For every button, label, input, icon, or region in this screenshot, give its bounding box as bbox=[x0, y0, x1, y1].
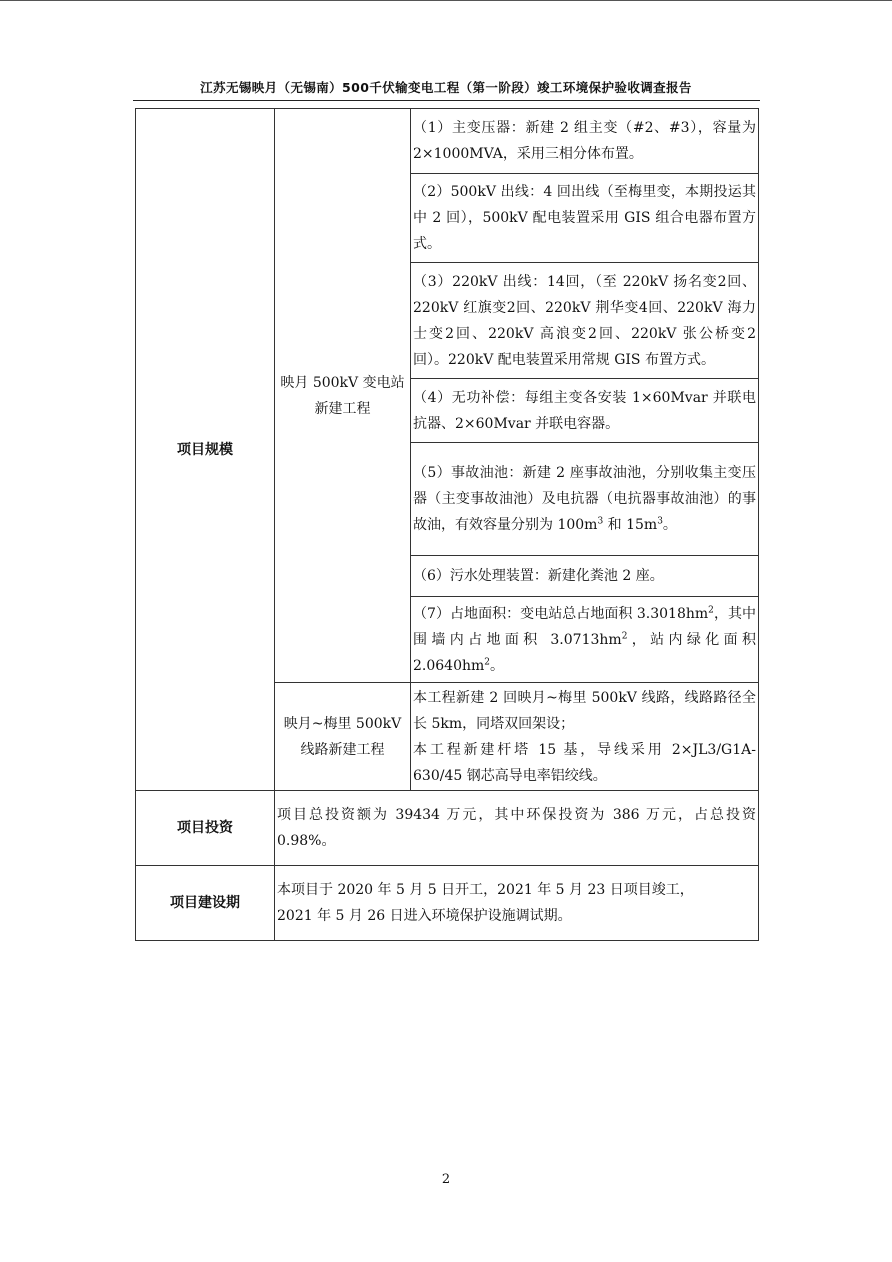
page-top-border bbox=[0, 0, 892, 1]
land-area-text-c: ，站内绿化面积 2.0640hm bbox=[413, 631, 757, 674]
report-header-title: 江苏无锡映月（无锡南）500千伏输变电工程（第一阶段）竣工环境保护验收调查报告 bbox=[200, 80, 692, 95]
table-row bbox=[136, 866, 759, 941]
page-number: 2 bbox=[441, 1172, 451, 1187]
substation-label-line2: 新建工程 bbox=[314, 400, 371, 417]
table-row bbox=[136, 109, 759, 174]
scale-item-reactive-compensation: （4）无功补偿：每组主变各安装 1×60Mvar 并联电抗器、2×60Mvar 并联电容器。 bbox=[411, 379, 759, 443]
scale-item-500kv-outlet: （2）500kV 出线：4 回出线（至梅里变，本期投运其中 2 回），500kV 配电装置采用 GIS 组合电器布置方式。 bbox=[411, 174, 759, 263]
construction-line2: 2021 年 5 月 26 日进入环境保护设施调试期。 bbox=[277, 908, 572, 924]
line-details-para1: 本工程新建 2 回映月~梅里 500kV 线路，线路路径全长 5km，同塔双回架设； bbox=[413, 689, 756, 732]
line-label-line2: 线路新建工程 bbox=[300, 741, 385, 758]
line-details-para2: 本工程新建杆塔 15 基，导线采用 2×JL3/G1A-630/45 钢芯高导电率铝绞线。 bbox=[413, 741, 756, 784]
substation-label-line1: 映月 500kV 变电站 bbox=[280, 374, 405, 391]
land-area-sup-c: 2 bbox=[484, 656, 491, 667]
scale-label: 项目规模 bbox=[136, 109, 275, 791]
table-row bbox=[136, 791, 759, 866]
oil-pit-text-b: 和 15m bbox=[603, 517, 658, 533]
land-area-text-a: （7）占地面积：变电站总占地面积 3.3018hm bbox=[413, 605, 709, 622]
investment-label: 项目投资 bbox=[136, 791, 275, 866]
line-label-line1: 映月~梅里 500kV bbox=[283, 715, 402, 732]
land-area-text-b: ，其中围墙内占地面积 3.0713hm bbox=[413, 605, 756, 648]
header-rule bbox=[133, 100, 760, 101]
scale-item-oil-pit bbox=[411, 443, 759, 556]
scale-item-transformer: （1）主变压器：新建 2 组主变（#2、#3），容量为 2×1000MVA，采用三相分体布置。 bbox=[411, 109, 759, 174]
scale-item-sewage: （6）污水处理装置：新建化粪池 2 座。 bbox=[411, 556, 759, 597]
construction-label: 项目建设期 bbox=[136, 866, 275, 941]
scale-item-220kv-outlet: （3）220kV 出线：14回，（至 220kV 扬名变2回、220kV 红旗变2回、220kV 荆华变4回、220kV 海力士变2回、220kV 高浪变2回、220kV 张公桥变2回）。220kV 配电装置采用常规 GIS 布置方式。 bbox=[411, 263, 759, 379]
oil-pit-sup-a: 3 bbox=[597, 516, 604, 527]
land-area-sup-a: 2 bbox=[708, 604, 714, 615]
construction-text bbox=[275, 866, 759, 941]
oil-pit-sup-b: 3 bbox=[657, 516, 663, 527]
land-area-text-d: 。 bbox=[490, 657, 505, 674]
construction-line1: 本项目于 2020 年 5 月 5 日开工，2021 年 5 月 23 日项目竣工， bbox=[277, 882, 694, 898]
oil-pit-text-a: （5）事故油池：新建 2 座事故油池，分别收集主变压器（主变事故油池）及电抗器（电抗器事故油池）的事故油，有效容量分别为 100m bbox=[413, 465, 756, 533]
investment-text: 项目总投资额为 39434 万元，其中环保投资为 386 万元，占总投资 0.98%。 bbox=[275, 791, 759, 866]
scale-item-land-area bbox=[411, 597, 759, 683]
oil-pit-text-c: 。 bbox=[662, 517, 677, 533]
land-area-sup-b: 2 bbox=[621, 630, 628, 641]
project-info-table bbox=[135, 108, 759, 941]
substation-label bbox=[275, 109, 411, 683]
line-project-label bbox=[275, 683, 411, 791]
line-project-details bbox=[411, 683, 759, 791]
